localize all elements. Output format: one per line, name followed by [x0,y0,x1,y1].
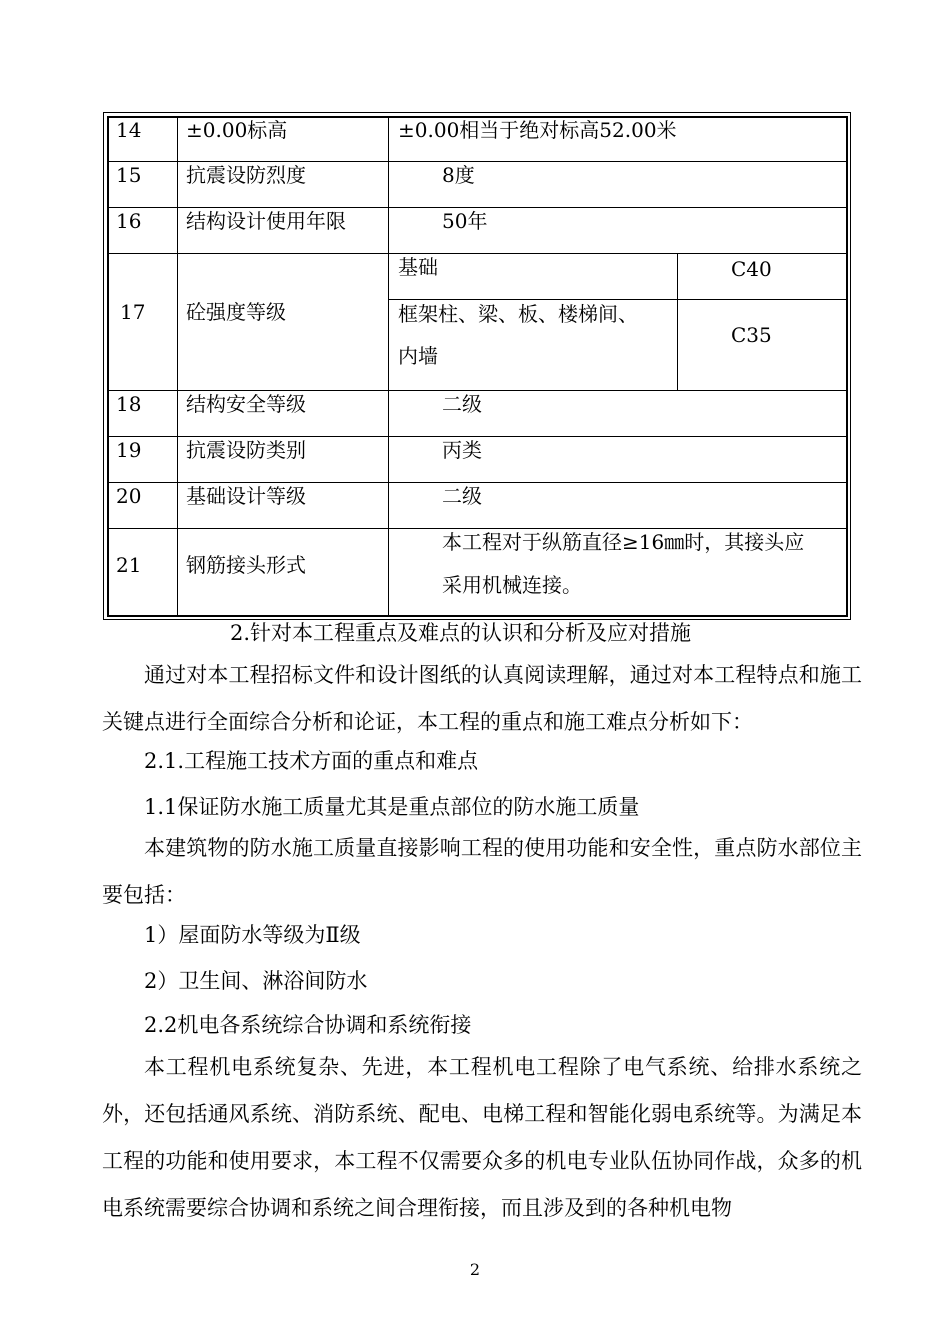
sub-grade: C40 [731,257,772,281]
row-value: 8度 [442,163,475,187]
row-item: 基础设计等级 [186,484,306,508]
sub-grade: C35 [731,323,772,347]
subsection-2-2: 2.2机电各系统综合协调和系统衔接 [144,1013,472,1037]
table-line [107,253,848,254]
table-line [107,116,109,617]
row-value: 丙类 [442,438,482,462]
row-value: 二级 [442,392,482,416]
row-value: 二级 [442,484,482,508]
row-value: 本工程对于纵筋直径≥16㎜时，其接头应 [442,530,805,554]
intro-paragraph: 通过对本工程招标文件和设计图纸的认真阅读理解，通过对本工程特点和施工关键点进行全面综合分析和论证，本工程的重点和施工难点分析如下： [102,663,862,734]
sub-part: 框架柱、梁、板、楼梯间、 [398,302,638,326]
sub-part: 基础 [398,255,438,279]
table-line [388,116,389,617]
list-item: 1）屋面防水等级为Ⅱ级 [144,923,361,947]
waterproof-paragraph: 本建筑物的防水施工质量直接影响工程的使用功能和安全性，重点防水部位主要包括： [102,836,862,907]
row-value: ±0.00相当于绝对标高52.00米 [398,118,677,142]
row-item: 抗震设防烈度 [186,163,306,187]
subsection-2-1: 2.1.工程施工技术方面的重点和难点 [144,749,479,773]
subsection-1-1: 1.1保证防水施工质量尤其是重点部位的防水施工质量 [144,795,640,819]
list-item: 2）卫生间、淋浴间防水 [144,969,368,993]
page-number: 2 [469,1260,481,1279]
table-line [177,116,178,617]
sub-part: 内墙 [398,344,438,368]
table-line [677,253,678,390]
row-value: 采用机械连接。 [442,573,582,597]
row-number: 15 [116,163,142,187]
row-item: 钢筋接头形式 [186,553,306,577]
row-number: 21 [116,553,142,577]
row-item: 结构安全等级 [186,392,306,416]
table-line [107,615,848,617]
row-number: 18 [116,392,142,416]
row-item: 抗震设防类别 [186,438,306,462]
row-number: 19 [116,438,142,462]
row-item: 结构设计使用年限 [186,209,346,233]
row-number: 16 [116,209,142,233]
section-title: 2.针对本工程重点及难点的认识和分析及应对措施 [230,621,692,645]
row-value: 50年 [442,209,488,233]
row-item: 砼强度等级 [186,300,286,324]
table-line [846,116,848,617]
row-number: 14 [116,118,142,142]
row-number: 17 [120,300,146,324]
row-item: ±0.00标高 [186,118,288,142]
mep-paragraph: 本工程机电系统复杂、先进，本工程机电工程除了电气系统、给排水系统之外，还包括通风系统、消防系统、配电、电梯工程和智能化弱电系统等。为满足本工程的功能和使用要求，本工程不仅需要众多的机电专业队伍协同作战，众多的机电系统需要综合协调和系统之间合理衔接，而且涉及到的各种机电物 [102,1055,862,1220]
row-number: 20 [116,484,142,508]
